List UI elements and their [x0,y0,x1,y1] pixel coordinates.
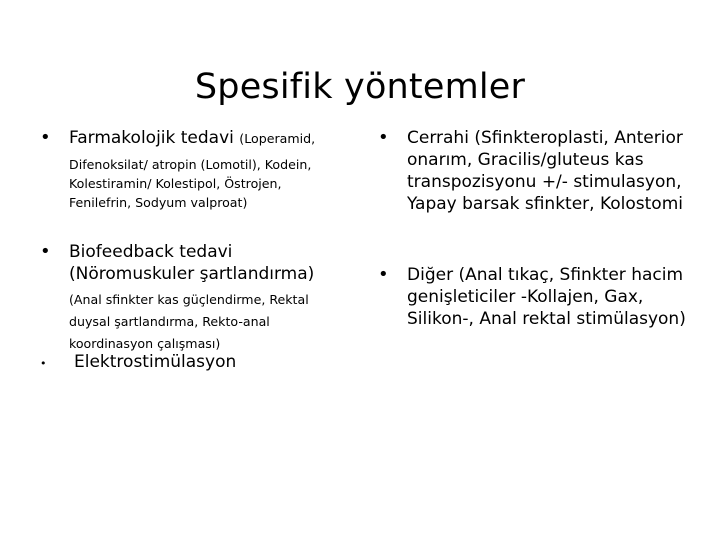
list-item-cerrahi [378,127,698,264]
list-item-diger [378,264,698,330]
list-item-farmakolojik [40,127,340,241]
left-column [40,127,340,373]
item-heading-cont: (Nöromuskuler şartlandırma) [69,264,315,284]
item-detail: (Anal sfinkter kas güçlendirme, Rektal duysal şartlandırma, Rekto-anal koordinasyon çalışması) [69,292,309,351]
item-heading: Diğer [407,265,454,285]
item-heading: Cerrahi [407,128,469,148]
item-heading: Farmakolojik tedavi [69,128,234,148]
list-item-elektrostimulasyon [40,351,340,373]
item-heading: Biofeedback tedavi [69,242,233,262]
bullet-icon: • [40,127,51,148]
item-text [407,264,698,330]
item-inline-note: (Loperamid, [239,131,316,146]
list-item-biofeedback [40,241,340,351]
slide-title: Spesifik yöntemler [194,67,526,108]
right-column [378,127,698,330]
item-heading: Elektrostimülasyon [74,352,237,372]
item-detail: Difenoksilat/ atropin (Lomotil), Kodein, Kolestiramin/ Kolestipol, Östrojen, Fenilefrin, Sodyum valproat) [69,157,312,210]
bullet-icon: • [378,127,389,148]
bullet-icon: • [40,357,47,370]
bullet-icon: • [378,264,389,285]
item-detail: (Sfinkteroplasti, Anterior onarım, Gracilis/gluteus kas transpozisyonu +/- stimulasyon, Yapay barsak sfinkter, Kolostomi [407,128,683,214]
item-heading-line [69,127,340,149]
item-detail: (Anal tıkaç, Sfinkter hacim genişleticiler -Kollajen, Gax, Silikon-, Anal rektal stimülasyon) [407,265,686,329]
item-text [407,127,698,215]
bullet-icon: • [40,241,51,262]
